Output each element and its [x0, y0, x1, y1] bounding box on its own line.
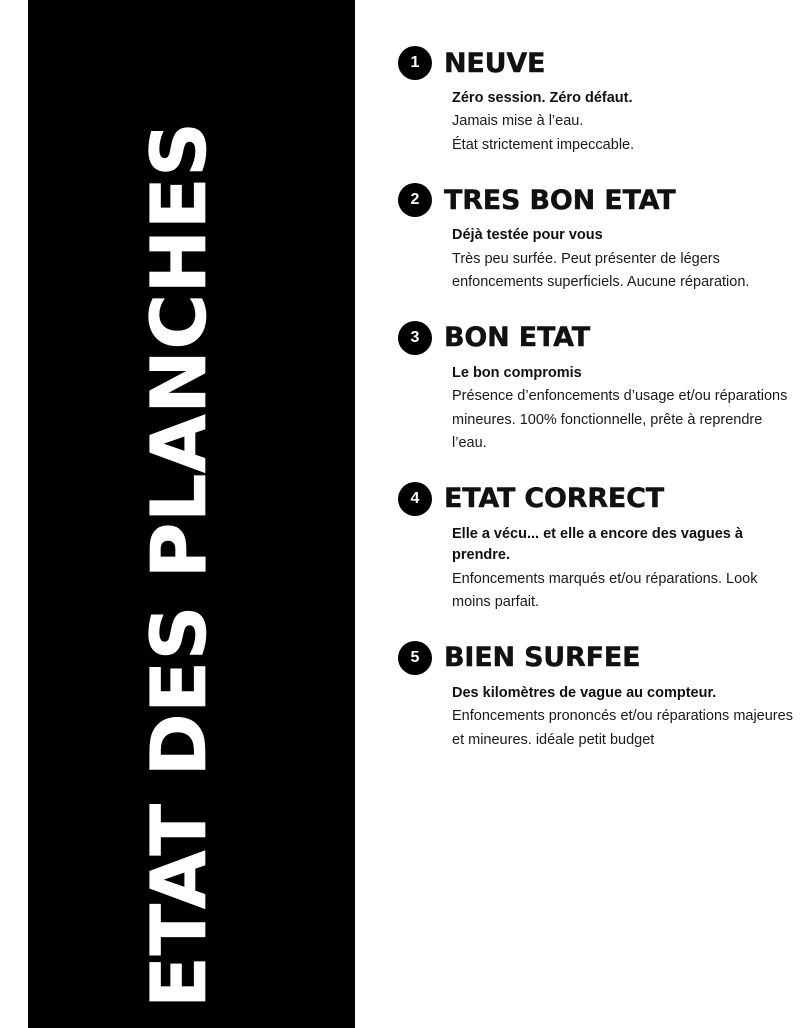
- item-title: BON ETAT: [444, 322, 590, 354]
- item-title: TRES BON ETAT: [444, 184, 676, 216]
- item-header: [398, 183, 800, 217]
- item-header: [398, 641, 800, 675]
- item-title: BIEN SURFEE: [444, 642, 641, 674]
- item-description: Enfoncements marqués et/ou réparations. Look moins parfait.: [452, 570, 758, 611]
- condition-list: [398, 0, 800, 1028]
- list-item: [398, 321, 800, 456]
- item-header: [398, 46, 800, 80]
- status-badge: 3: [398, 321, 432, 355]
- item-description: Enfoncements prononcés et/ou réparations majeures et mineures. idéale petit budget: [452, 708, 793, 748]
- list-item: [398, 46, 800, 157]
- item-body: [452, 363, 800, 456]
- item-lead: Des kilomètres de vague au compteur.: [452, 684, 717, 701]
- item-body: [452, 524, 800, 615]
- status-badge: 5: [398, 641, 432, 675]
- list-item: [398, 183, 800, 294]
- item-title: ETAT CORRECT: [444, 483, 665, 515]
- list-item: [398, 641, 800, 752]
- status-badge: 2: [398, 183, 432, 217]
- item-lead: Déjà testée pour vous: [452, 227, 603, 244]
- vertical-title-container: [134, 121, 333, 1008]
- item-body: [452, 225, 800, 294]
- left-black-panel: [28, 0, 355, 1028]
- item-description: Présence d’enfoncements d’usage et/ou réparations mineures. 100% fonctionnelle, prête à reprendre l’eau.: [452, 388, 788, 452]
- page-title: ETAT DES PLANCHES: [134, 121, 223, 1008]
- status-badge: 4: [398, 482, 432, 516]
- item-header: [398, 321, 800, 355]
- item-description: Jamais mise à l’eau. État strictement impeccable.: [452, 113, 635, 153]
- item-lead: Elle a vécu... et elle a encore des vagues à prendre.: [452, 525, 743, 564]
- item-lead: Zéro session. Zéro défaut.: [452, 90, 633, 106]
- item-header: [398, 482, 800, 516]
- item-description: Très peu surfée. Peut présenter de légers enfoncements superficiels. Aucune réparation.: [452, 250, 750, 291]
- item-body: [452, 88, 800, 157]
- item-lead: Le bon compromis: [452, 364, 582, 381]
- item-body: [452, 683, 800, 752]
- status-badge: 1: [398, 46, 432, 80]
- item-title: NEUVE: [444, 47, 546, 79]
- list-item: [398, 482, 800, 615]
